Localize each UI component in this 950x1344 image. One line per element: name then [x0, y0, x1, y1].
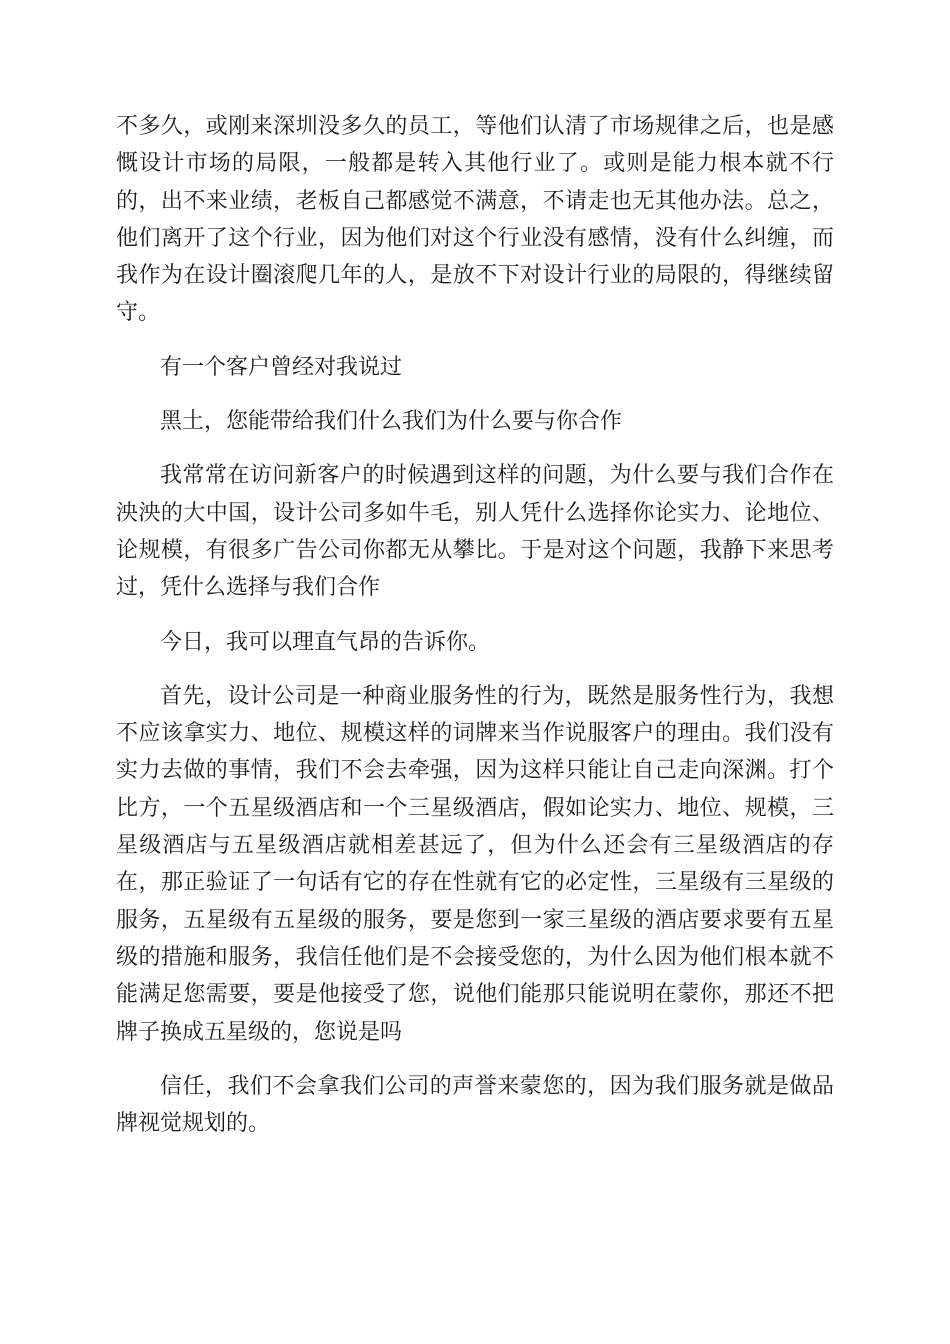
text-line: 过，凭什么选择与我们合作 — [116, 575, 381, 601]
text-line: 不应该拿实力、地位、规模这样的词牌来当作说服客户的理由。我们没有 — [116, 721, 834, 747]
document-body — [116, 108, 834, 1142]
paragraph — [116, 678, 834, 1051]
text-line: 我常常在访问新客户的时候遇到这样的问题，为什么要与我们合作在 — [160, 463, 834, 489]
paragraph — [116, 1068, 834, 1143]
paragraph-gap — [116, 386, 834, 403]
text-line: 牌视觉规划的。 — [116, 1111, 271, 1137]
paragraph-gap — [116, 440, 834, 457]
text-line: 首先，设计公司是一种商业服务性的行为，既然是服务性行为，我想 — [160, 683, 834, 709]
paragraph-gap — [116, 661, 834, 678]
text-line: 慨设计市场的局限，一般都是转入其他行业了。或则是能力根本就不行 — [116, 151, 834, 177]
paragraph — [116, 457, 834, 606]
paragraph — [116, 108, 834, 332]
text-line: 论规模，有很多广告公司你都无从攀比。于是对这个问题，我静下来思考 — [116, 537, 834, 563]
text-line: 今日，我可以理直气昂的告诉你。 — [160, 629, 491, 655]
text-line: 我作为在设计圈滚爬几年的人，是放不下对设计行业的局限的，得继续留 — [116, 263, 834, 289]
text-line: 服务，五星级有五星级的服务，要是您到一家三星级的酒店要求要有五星 — [116, 907, 834, 933]
text-line: 能满足您需要，要是他接受了您，说他们能那只能说明在蒙你，那还不把 — [116, 982, 834, 1008]
text-line: 星级酒店与五星级酒店就相差甚远了，但为什么还会有三星级酒店的存 — [116, 833, 834, 859]
paragraph — [116, 403, 834, 440]
text-line: 泱泱的大中国，设计公司多如牛毛，别人凭什么选择你论实力、论地位、 — [116, 500, 834, 526]
paragraph-gap — [116, 332, 834, 349]
text-line: 在，那正验证了一句话有它的存在性就有它的必定性，三星级有三星级的 — [116, 870, 834, 896]
text-line: 有一个客户曾经对我说过 — [160, 354, 403, 380]
text-line: 信任，我们不会拿我们公司的声誉来蒙您的，因为我们服务就是做品 — [160, 1073, 834, 1099]
text-line: 的，出不来业绩，老板自己都感觉不满意，不请走也无其他办法。总之， — [116, 188, 834, 214]
text-line: 牌子换成五星级的，您说是吗 — [116, 1019, 403, 1045]
paragraph-gap — [116, 607, 834, 624]
paragraph — [116, 349, 834, 386]
text-line: 比方，一个五星级酒店和一个三星级酒店，假如论实力、地位、规模，三 — [116, 795, 834, 821]
text-line: 黑土，您能带给我们什么我们为什么要与你合作 — [160, 409, 623, 435]
text-line: 级的措施和服务，我信任他们是不会接受您的，为什么因为他们根本就不 — [116, 944, 834, 970]
paragraph-gap — [116, 1051, 834, 1068]
text-line: 实力去做的事情，我们不会去牵强，因为这样只能让自己走向深渊。打个 — [116, 758, 834, 784]
text-line: 他们离开了这个行业，因为他们对这个行业没有感情，没有什么纠缠，而 — [116, 225, 834, 251]
document-page — [116, 108, 834, 1142]
text-line: 守。 — [116, 300, 161, 326]
paragraph — [116, 624, 834, 661]
text-line: 不多久，或刚来深圳没多久的员工，等他们认清了市场规律之后，也是感 — [116, 114, 834, 139]
